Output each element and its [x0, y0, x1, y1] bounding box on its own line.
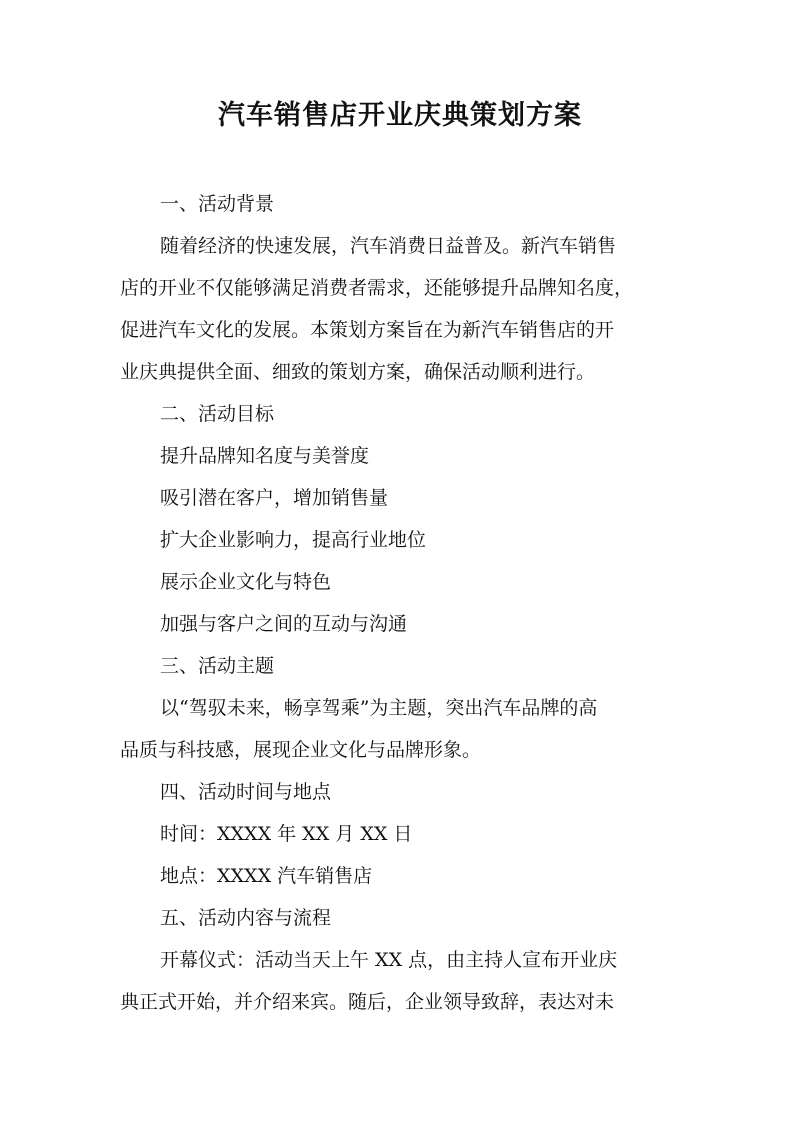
paragraph-line: 随着经济的快速发展，汽车消费日益普及。新汽车销售 [160, 235, 617, 257]
goal-item: 提升品牌知名度与美誉度 [160, 445, 370, 467]
paragraph-line: 品质与科技感，展现企业文化与品牌形象。 [120, 739, 482, 761]
goal-item: 展示企业文化与特色 [160, 571, 332, 593]
paragraph-line: 促进汽车文化的发展。本策划方案旨在为新汽车销售店的开 [120, 319, 615, 341]
paragraph-line: 业庆典提供全面、细致的策划方案，确保活动顺利进行。 [120, 361, 596, 383]
section-heading-theme: 三、活动主题 [160, 655, 275, 677]
event-time: 时间：XXXX 年 XX 月 XX 日 [160, 823, 413, 845]
section-heading-goals: 二、活动目标 [160, 403, 275, 425]
document-body [120, 183, 690, 1023]
goal-item: 扩大企业影响力，提高行业地位 [160, 529, 427, 551]
paragraph-line: 典正式开始，并介绍来宾。随后，企业领导致辞，表达对未 [120, 991, 615, 1013]
event-location: 地点：XXXX 汽车销售店 [160, 865, 373, 887]
goal-item: 加强与客户之间的互动与沟通 [160, 613, 408, 635]
section-heading-content-flow: 五、活动内容与流程 [160, 907, 332, 929]
paragraph-line: 店的开业不仅能够满足消费者需求，还能够提升品牌知名度， [120, 277, 634, 299]
paragraph-line: 以“驾驭未来，畅享驾乘”为主题，突出汽车品牌的高 [160, 697, 598, 719]
section-heading-time-location: 四、活动时间与地点 [160, 781, 332, 803]
section-heading-background: 一、活动背景 [160, 193, 275, 215]
goal-item: 吸引潜在客户，增加销售量 [160, 487, 389, 509]
document-title: 汽车销售店开业庆典策划方案 [218, 100, 582, 131]
paragraph-line: 开幕仪式：活动当天上午 XX 点，由主持人宣布开业庆 [160, 949, 618, 971]
